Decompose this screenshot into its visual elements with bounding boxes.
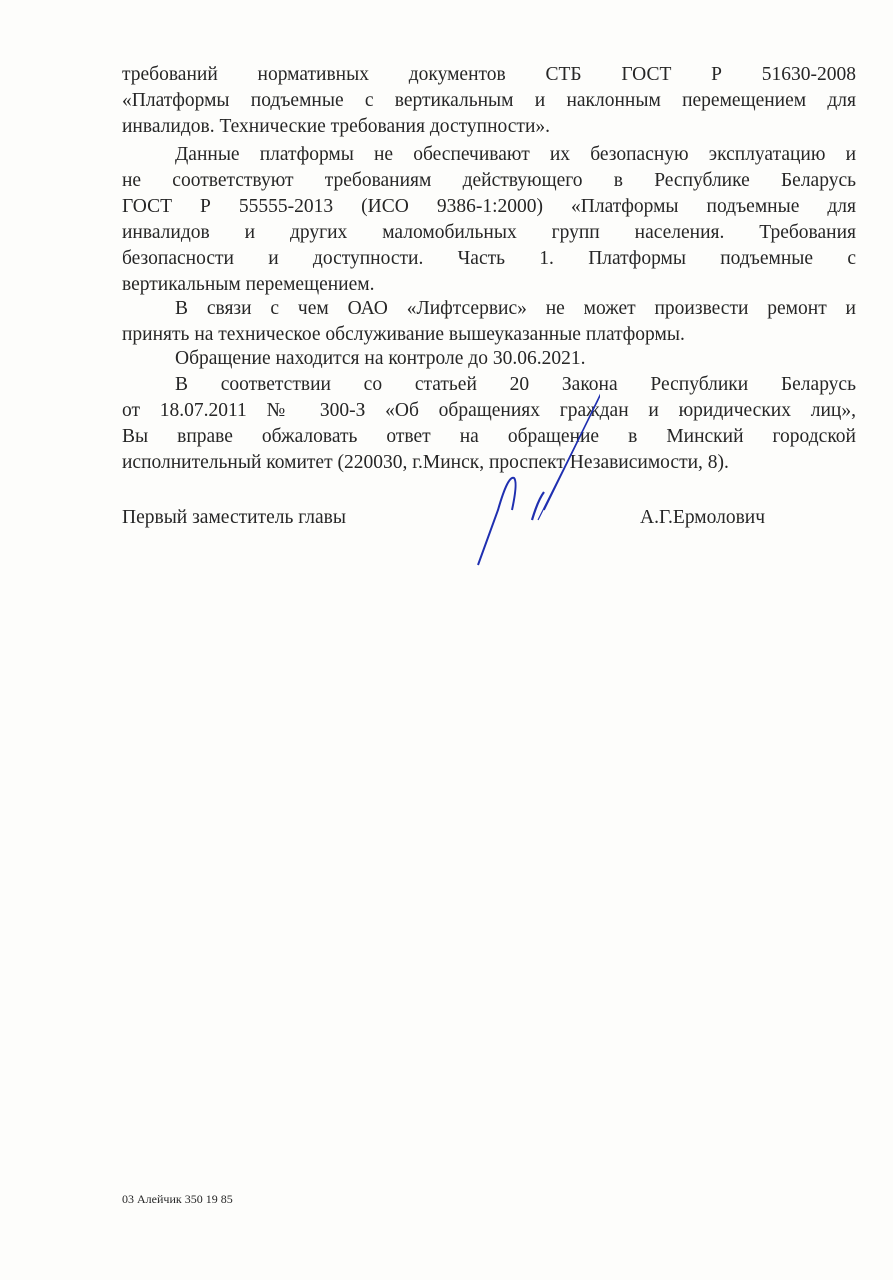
text-line: от 18.07.2011 № 300-З «Об обращениях граждан и юридических лиц», (122, 400, 856, 421)
text-line: вертикальным перемещением. (122, 274, 375, 295)
text-line: исполнительный комитет (220030, г.Минск, проспект Независимости, 8). (122, 452, 729, 473)
text-line: ГОСТ Р 55555-2013 (ИСО 9386-1:2000) «Платформы подъемные для (122, 196, 856, 217)
text-line: безопасности и доступности. Часть 1. Платформы подъемные с (122, 248, 856, 269)
signatory-name: А.Г.Ермолович (640, 507, 766, 528)
text-line: Данные платформы не обеспечивают их безопасную эксплуатацию и (175, 144, 856, 165)
text-line: В связи с чем ОАО «Лифтсервис» не может произвести ремонт и (175, 298, 856, 319)
text-line: Обращение находится на контроле до 30.06.2021. (175, 348, 586, 369)
text-line: принять на техническое обслуживание вышеуказанные платформы. (122, 324, 685, 345)
handwritten-signature (460, 360, 600, 570)
signatory-position: Первый заместитель главы (122, 507, 346, 528)
text-line: «Платформы подъемные с вертикальным и наклонным перемещением для (122, 90, 856, 111)
text-line: В соответствии со статьей 20 Закона Республики Беларусь (175, 374, 856, 395)
footer-contact: 03 Алейчик 350 19 85 (122, 1192, 233, 1206)
text-line: не соответствуют требованиям действующего в Республике Беларусь (122, 170, 856, 191)
text-line: инвалидов. Технические требования доступности». (122, 116, 551, 137)
text-line: инвалидов и других маломобильных групп населения. Требования (122, 222, 856, 243)
text-line: Вы вправе обжаловать ответ на обращение в Минский городской (122, 426, 856, 447)
text-line: требований нормативных документов СТБ ГОСТ Р 51630-2008 (122, 64, 856, 85)
